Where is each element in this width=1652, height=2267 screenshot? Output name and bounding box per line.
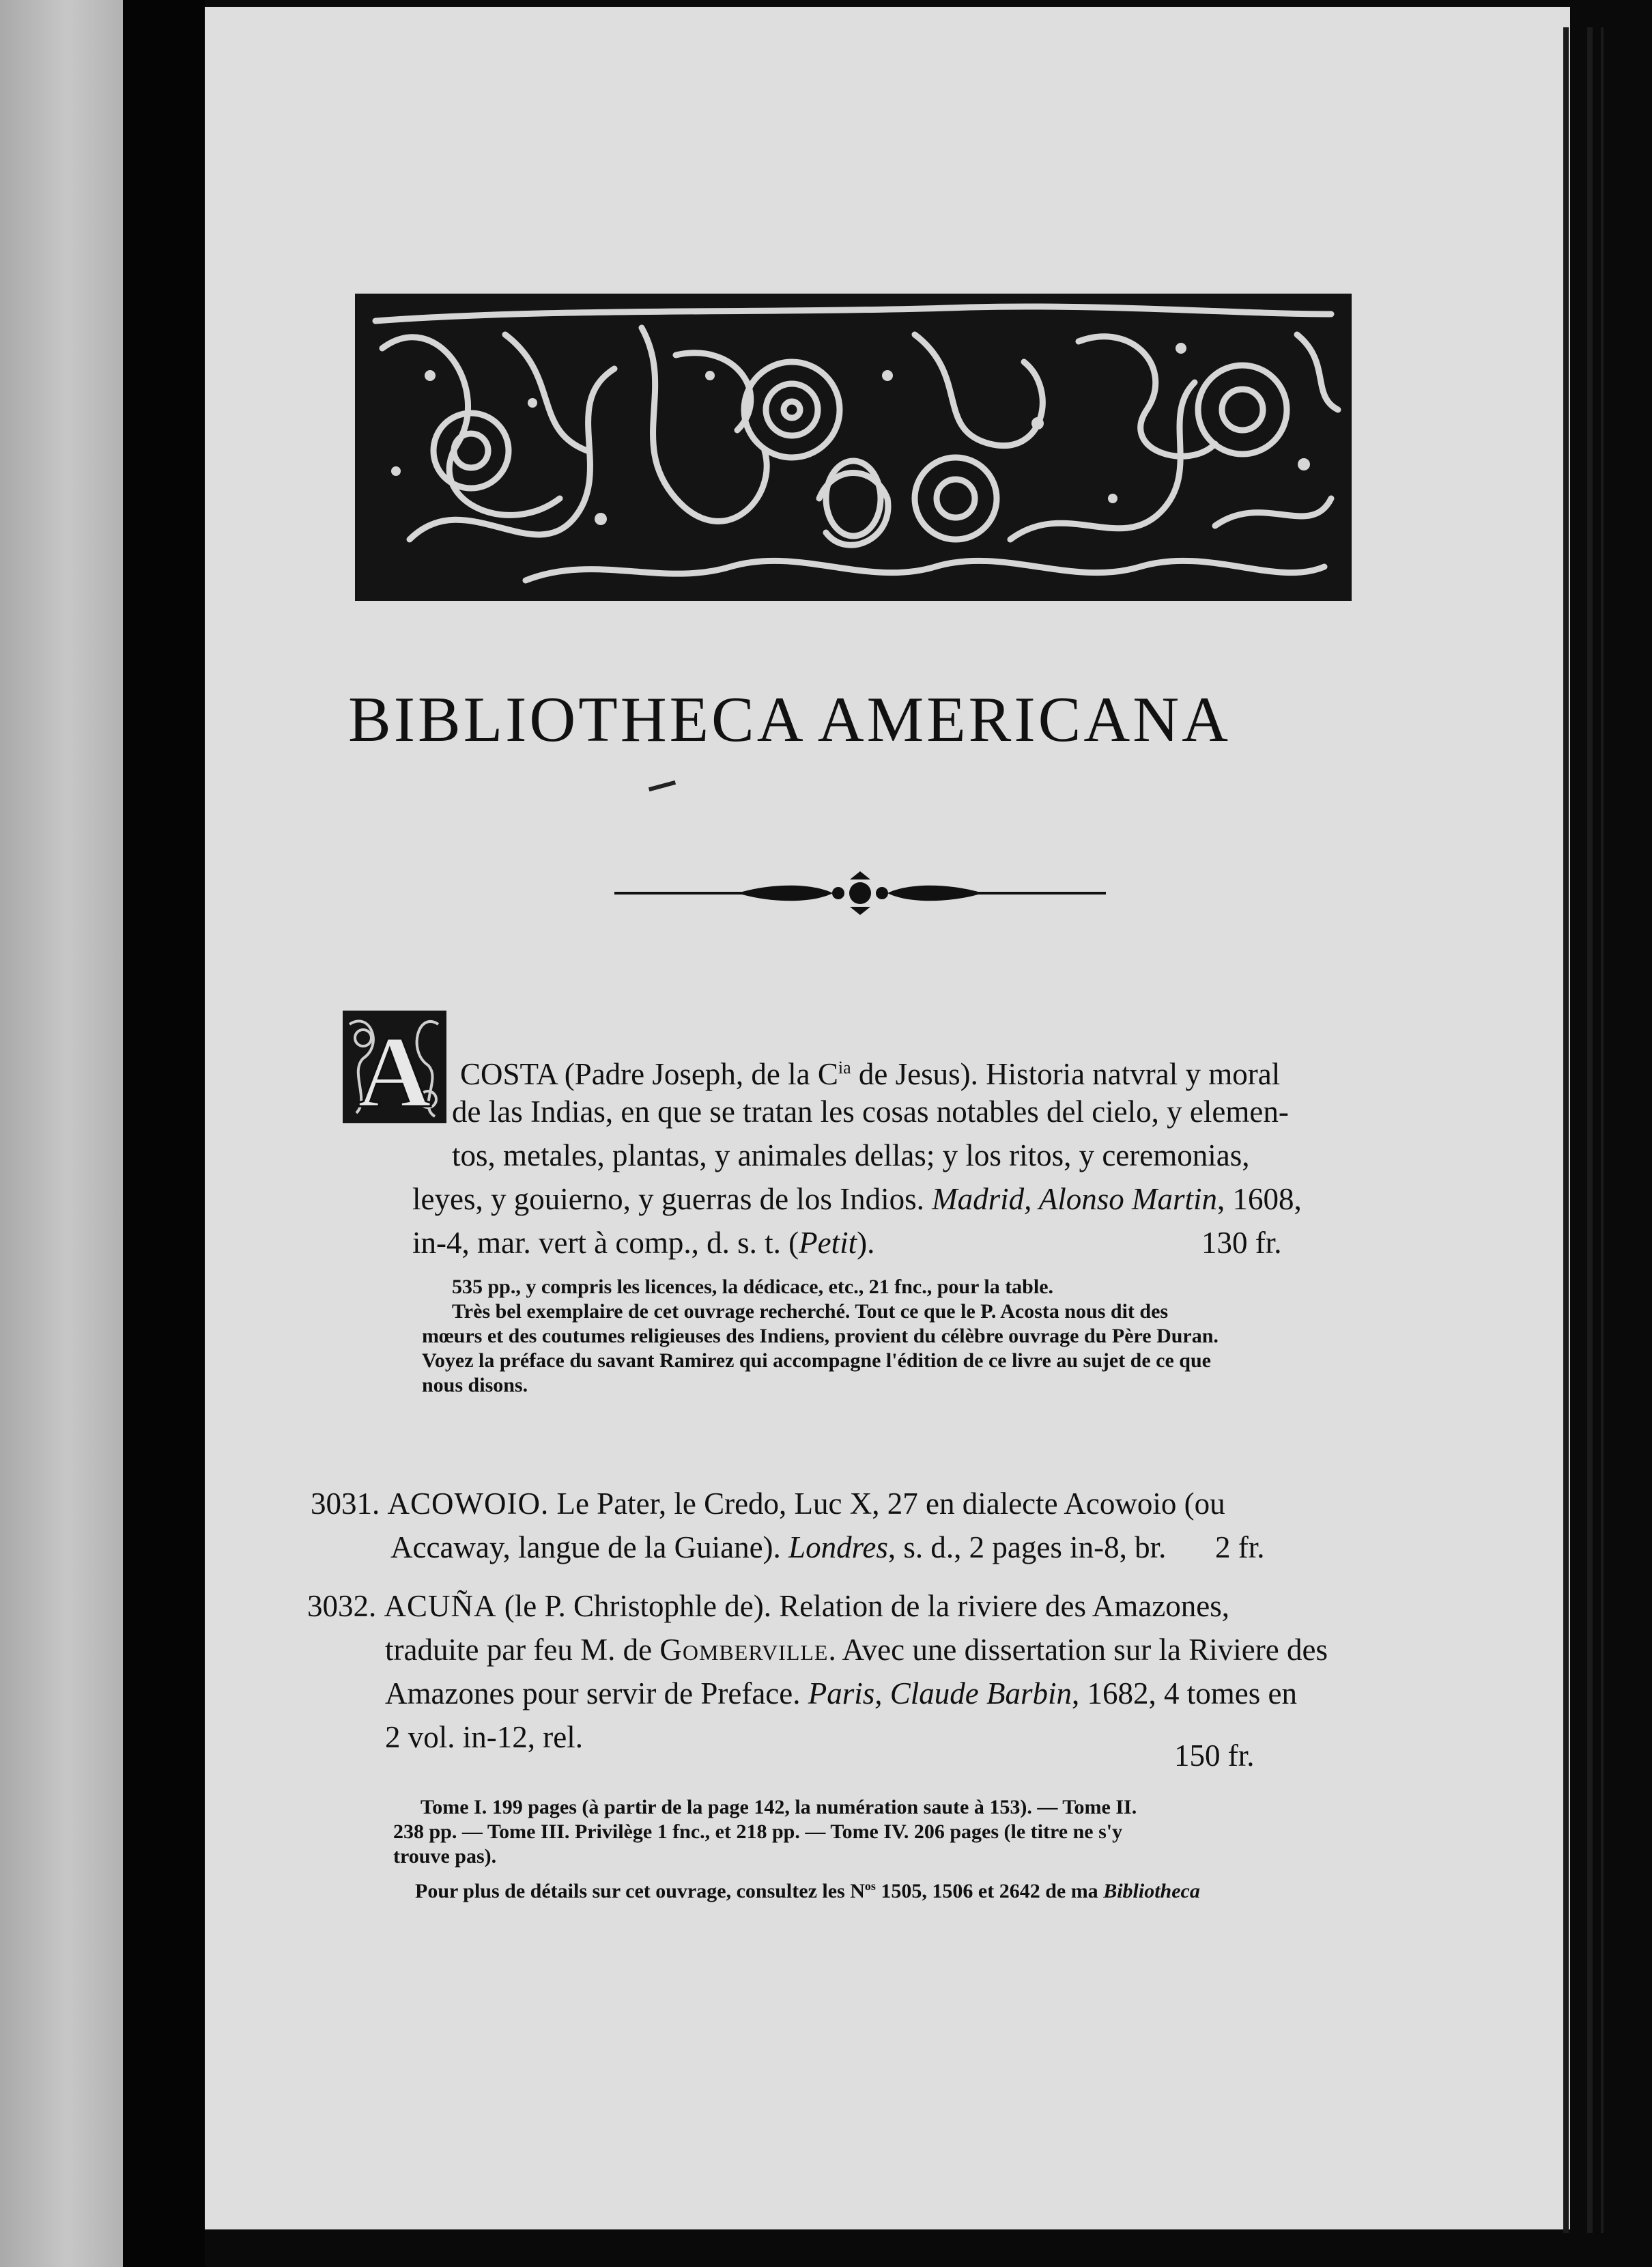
ornamental-headpiece [355, 294, 1352, 601]
entry-acuna-note-3: trouve pas). [393, 1845, 497, 1868]
adjacent-page-edge [0, 0, 123, 2267]
entry-acosta-line-4: leyes, y gouierno, y guerras de los Indios. Madrid, Alonso Martin, 1608, [412, 1182, 1302, 1216]
entry-acosta-note-5: nous disons. [422, 1374, 528, 1396]
entry-acuna-note-4: Pour plus de détails sur cet ouvrage, consultez les $N^{os}$ 1505, 1506 et 2642 de ma Bibliotheca [415, 1879, 1200, 1902]
book-gutter [123, 0, 205, 2267]
entry-acosta-price: 130 fr. [1201, 1226, 1282, 1260]
page-title: BIBLIOTHECA AMERICANA [348, 684, 1231, 755]
entry-acosta-line-1: COSTA (Padre Joseph, de la $C^{ia}$ de Jesus). Historia natvral y moral [460, 1057, 1281, 1091]
entry-acuna-price: 150 fr. [1174, 1738, 1255, 1773]
entry-acuna-note-1: Tome I. 199 pages (à partir de la page 142, la numération saute à 153). — Tome II. [421, 1796, 1137, 1818]
entry-acosta-note-3: mœurs et des coutumes religieuses des Indiens, provient du célèbre ouvrage du Père Duran. [422, 1325, 1219, 1347]
page-edge-line [1563, 27, 1569, 2233]
page-edge-line [1601, 27, 1604, 2233]
entry-acuna-line-2: traduite par feu M. de Gomberville. Avec une dissertation sur la Riviere des [385, 1633, 1328, 1667]
decorative-flourish [614, 866, 1106, 920]
entry-acuna-note-2: 238 pp. — Tome III. Privilège 1 fnc., et 218 pp. — Tome IV. 206 pages (le titre ne s'y [393, 1820, 1123, 1843]
entry-acowoio-line-2: Accaway, langue de la Guiane). Londres, s. d., 2 pages in-8, br. [390, 1530, 1167, 1564]
page-edge-line [1587, 27, 1593, 2233]
entry-acosta-note-4: Voyez la préface du savant Ramirez qui accompagne l'édition de ce livre au sujet de ce que [422, 1349, 1211, 1372]
entry-acowoio-line-1: 3031. ACOWOIO. Le Pater, le Credo, Luc X, 27 en dialecte Acowoio (ou [311, 1487, 1225, 1521]
entry-acosta-line-3: tos, metales, plantas, y animales dellas; y los ritos, y ceremonias, [452, 1138, 1250, 1172]
entry-acuna-line-3: Amazones pour servir de Preface. Paris, Claude Barbin, 1682, 4 tomes en [385, 1676, 1297, 1710]
entry-acuna-line-4: 2 vol. in-12, rel. [385, 1720, 583, 1754]
svg-text:A: A [357, 1015, 432, 1123]
entry-acosta-note-2: Très bel exemplaire de cet ouvrage recherché. Tout ce que le P. Acosta nous dit des [452, 1300, 1169, 1323]
entry-acowoio-price: 2 fr. [1215, 1530, 1265, 1564]
entry-acuna-line-1: 3032. ACUÑA (le P. Christophle de). Relation de la riviere des Amazones, [307, 1589, 1229, 1623]
entry-acosta-line-5: in-4, mar. vert à comp., d. s. t. (Petit). [412, 1226, 875, 1260]
ornamental-dropcap [343, 1011, 446, 1123]
entry-acosta-line-2: de las Indias, en que se tratan les cosas notables del cielo, y elemen- [452, 1095, 1289, 1129]
entry-acosta-note-1: 535 pp., y compris les licences, la dédicace, etc., 21 fnc., pour la table. [452, 1276, 1054, 1298]
